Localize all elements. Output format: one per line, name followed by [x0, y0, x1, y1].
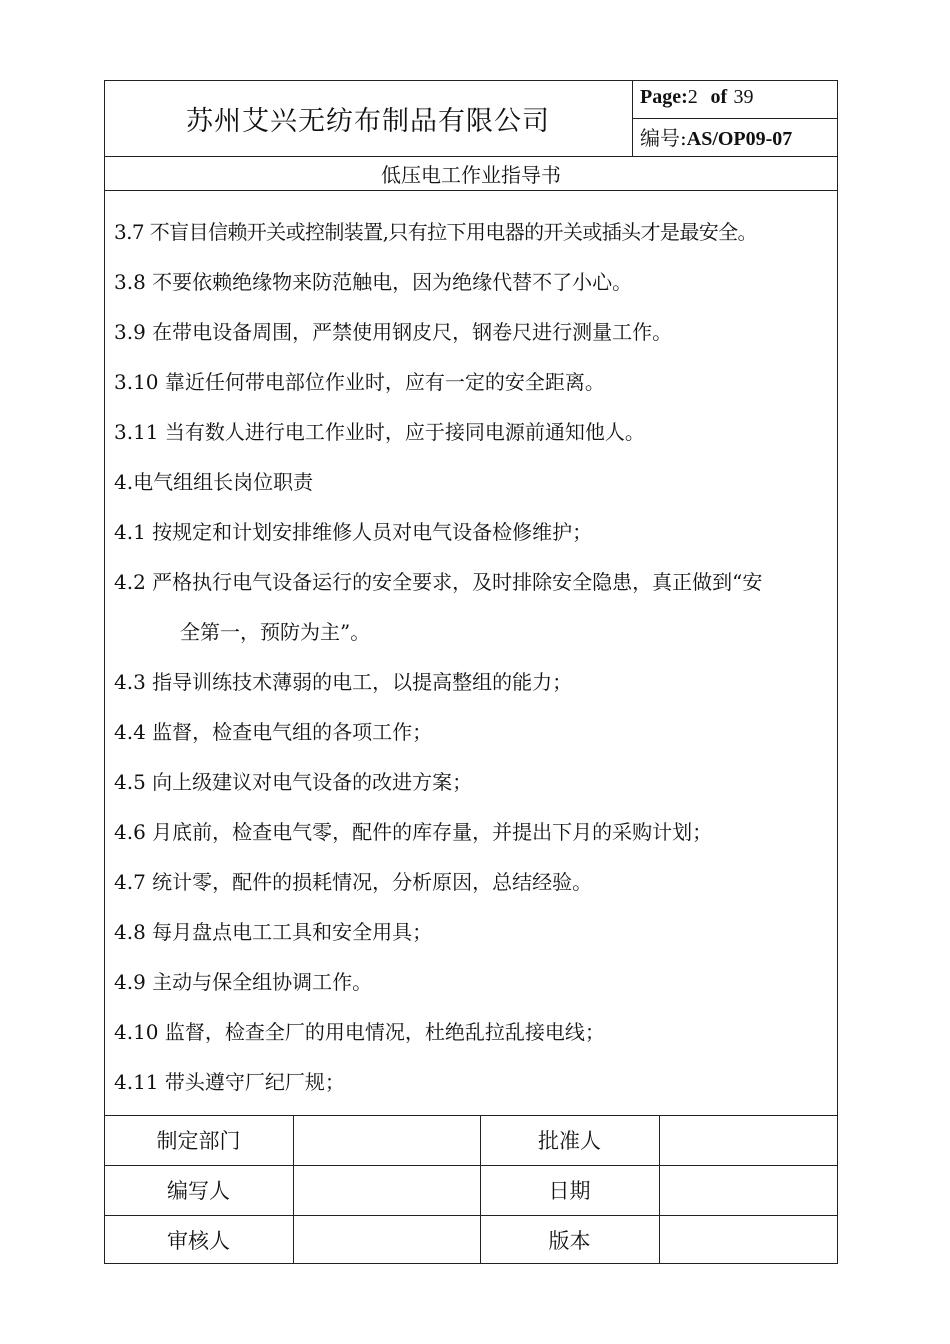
- body-line: 3.11 当有数人进行电工作业时，应于接同电源前通知他人。: [114, 420, 645, 444]
- company-name: 苏州艾兴无纺布制品有限公司: [186, 105, 550, 137]
- body-line: 4.1 按规定和计划安排维修人员对电气设备检修维护；: [114, 520, 593, 544]
- footer-value-date: [659, 1165, 838, 1215]
- body-line: 3.10 靠近任何带电部位作业时，应有一定的安全距离。: [114, 370, 605, 394]
- body-line: 4.8 每月盘点电工工具和安全用具；: [114, 920, 433, 944]
- footer-label-reviewer: 审核人: [167, 1228, 230, 1253]
- footer-label-dept: 制定部门: [156, 1129, 241, 1153]
- footer-label-date: 日期: [548, 1179, 591, 1203]
- body-line: 4.11 带头遵守厂纪厂规；: [114, 1070, 345, 1094]
- footer-value-approver: [659, 1115, 838, 1165]
- page-indicator: [640, 84, 754, 109]
- footer-label-writer: 编写人: [167, 1179, 230, 1203]
- body-line: 4.电气组组长岗位职责: [114, 470, 314, 494]
- body-line: 3.9 在带电设备周围，严禁使用钢皮尺，钢卷尺进行测量工作。: [114, 320, 673, 344]
- docno-value: AS/OP09-07: [686, 128, 793, 150]
- page-label: Page:: [640, 86, 688, 108]
- document-title: 低压电工作业指导书: [381, 162, 561, 187]
- body-line: 全第一，预防为主”。: [180, 620, 371, 644]
- footer-value-dept: [293, 1115, 480, 1165]
- document-number: [640, 122, 792, 151]
- page-of: of: [710, 86, 728, 108]
- body-line: 3.7 不盲目信赖开关或控制装置,只有拉下用电器的开关或插头才是最安全。: [114, 220, 757, 244]
- body-line: 4.5 向上级建议对电气设备的改进方案；: [114, 770, 473, 794]
- header-divider-right: [632, 118, 838, 119]
- body-line: 4.3 指导训练技术薄弱的电工，以提高整组的能力；: [114, 670, 573, 694]
- body-line: 4.7 统计零，配件的损耗情况，分析原因，总结经验。: [114, 870, 593, 894]
- body-line: 4.10 监督，检查全厂的用电情况，杜绝乱拉乱接电线；: [114, 1020, 605, 1044]
- docno-label: 编号:: [640, 126, 687, 150]
- body-line: 4.2 严格执行电气设备运行的安全要求，及时排除安全隐患，真正做到“安: [114, 570, 763, 594]
- body-line: 4.4 监督，检查电气组的各项工作；: [114, 720, 433, 744]
- body-line: 4.6 月底前，检查电气零，配件的库存量，并提出下月的采购计划；: [114, 820, 713, 844]
- body-line: 4.9 主动与保全组协调工作。: [114, 970, 373, 994]
- page-total: 39: [733, 86, 754, 108]
- body-line: 3.8 不要依赖绝缘物来防范触电，因为绝缘代替不了小心。: [114, 270, 633, 294]
- footer-value-version: [659, 1215, 838, 1264]
- page-current: 2: [687, 86, 698, 108]
- footer-label-approver: 批准人: [538, 1129, 601, 1153]
- footer-value-reviewer: [293, 1215, 480, 1264]
- title-bottom-rule: [104, 190, 838, 191]
- footer-label-version: 版本: [548, 1228, 591, 1253]
- footer-value-writer: [293, 1165, 480, 1215]
